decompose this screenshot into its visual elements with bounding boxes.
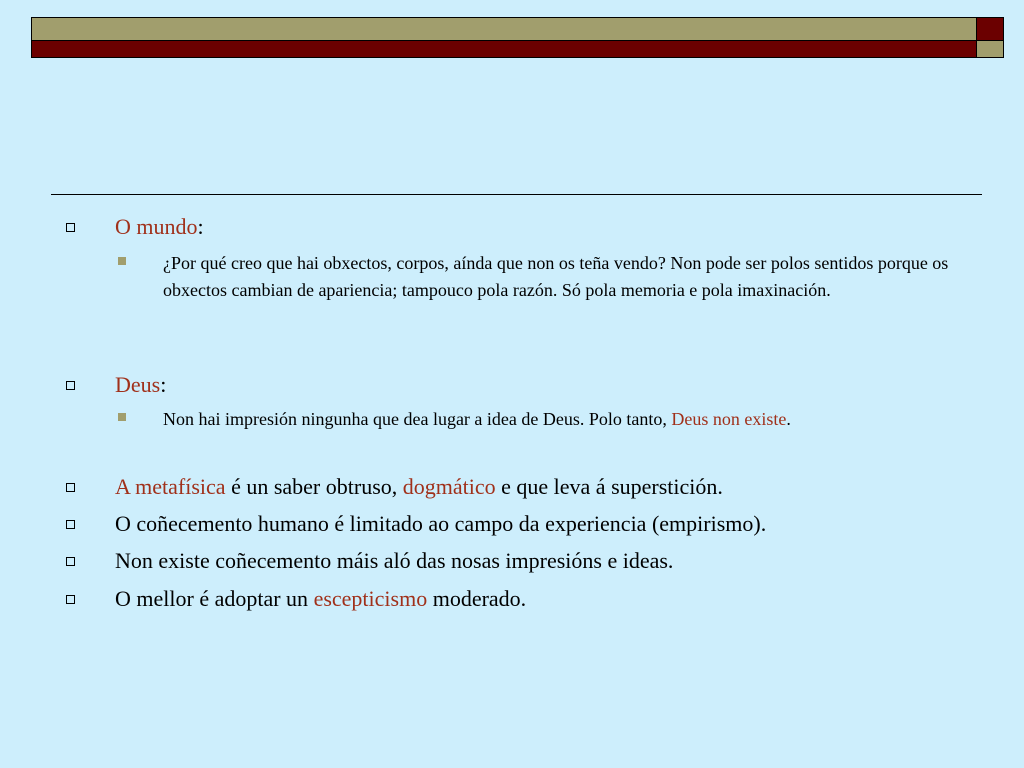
text-segment: O coñecemento humano é limitado ao campo da experiencia (empirismo). bbox=[115, 511, 767, 536]
text-segment: Deus non existe bbox=[671, 409, 787, 429]
hollow-square-bullet-icon bbox=[66, 595, 75, 604]
hollow-square-bullet-icon bbox=[66, 223, 75, 232]
text-segment: : bbox=[160, 372, 167, 397]
filled-square-bullet-icon bbox=[118, 257, 126, 265]
bullet-non-existe-conecemento bbox=[115, 548, 673, 574]
text-segment: O mundo bbox=[115, 214, 198, 239]
hollow-square-bullet-icon bbox=[66, 483, 75, 492]
text-segment: dogmático bbox=[402, 474, 496, 499]
text-segment: Non existe coñecemento máis aló das nosas impresións e ideas. bbox=[115, 548, 674, 573]
bullet-conecemento-limitado bbox=[115, 511, 766, 537]
text-segment: moderado. bbox=[427, 586, 527, 611]
hollow-square-bullet-icon bbox=[66, 381, 75, 390]
bullet-escepticismo bbox=[115, 586, 526, 612]
text-segment: escepticismo bbox=[313, 586, 428, 611]
text-segment: é un saber obtruso, bbox=[225, 474, 403, 499]
filled-square-bullet-icon bbox=[118, 413, 126, 421]
bullet-metafisica bbox=[115, 474, 723, 500]
text-segment: : bbox=[197, 214, 204, 239]
text-segment: . bbox=[786, 409, 791, 429]
sub-bullet-deus bbox=[163, 406, 953, 433]
sub-bullet-o-mundo bbox=[163, 250, 953, 303]
text-segment: Deus bbox=[115, 372, 161, 397]
text-segment: O mellor é adoptar un bbox=[115, 586, 314, 611]
text-segment: ¿Por qué creo que hai obxectos, corpos, aínda que non os teña vendo? Non pode ser polos sentidos porque os obxectos cambian de apariencia; tampouco pola razón. Só pola memoria e pola imaxinación. bbox=[163, 253, 949, 300]
bullet-deus bbox=[115, 372, 166, 398]
hollow-square-bullet-icon bbox=[66, 520, 75, 529]
text-segment: A metafísica bbox=[115, 474, 226, 499]
text-segment: e que leva á superstición. bbox=[495, 474, 723, 499]
hollow-square-bullet-icon bbox=[66, 557, 75, 566]
bullet-o-mundo bbox=[115, 214, 204, 240]
text-segment: Non hai impresión ningunha que dea lugar a idea de Deus. Polo tanto, bbox=[163, 409, 672, 429]
